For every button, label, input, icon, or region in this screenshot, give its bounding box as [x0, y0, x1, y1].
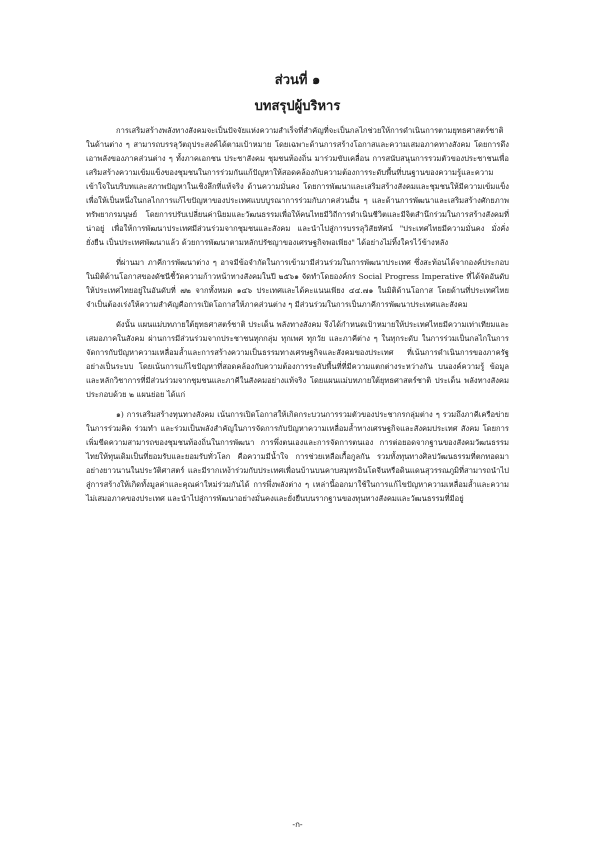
page-number: -ก- [292, 820, 303, 829]
section-title: บทสรุปผู้บริหาร [254, 99, 341, 114]
section-header [0, 72, 595, 116]
body-paragraph: ที่ผ่านมา ภาคีการพัฒนาต่าง ๆ อาจมีข้อจำกัดในการเข้ามามีส่วนร่วมในการพัฒนาประเทศ ซึ่งสะท้อนได้จากองค์ประกอบในมิติด้านโอกาสของดัชนีชี้วัดความก้าวหน้าทางสังคมในปี ๒๕๖๑ จัดทำโดยองค์กร Social Progress Imperative ที่ได้จัดอันดับให้ประเทศไทยอยู่ในอันดับที่ ๗๒ จากทั้งหมด ๑๔๖ ประเทศและได้คะแนนเพียง ๔๔.๗๑ ในมิติด้านโอกาส โดยด้านที่ประเทศไทยจำเป็นต้องเร่งให้ความสำคัญคือการเปิดโอกาสให้ภาคส่วนต่าง ๆ มีส่วนร่วมในการเป็นภาคีการพัฒนาประเทศและสังคม [86, 258, 509, 309]
document-body [86, 124, 509, 512]
body-paragraph: การเสริมสร้างพลังทางสังคมจะเป็นปัจจัยแห่งความสำเร็จที่สำคัญที่จะเป็นกลไกช่วยให้การดำเนินการตามยุทธศาสตร์ชาติในด้านต่าง ๆ สามารถบรรลุวัตถุประสงค์ได้ตามเป้าหมาย โดยเฉพาะด้านการสร้างโอกาสและความเสมอภาคทางสังคม โดยการดึงเอาพลังของภาคส่วนต่าง ๆ ทั้งภาคเอกชน ประชาสังคม ชุมชนท้องถิ่น มาร่วมขับเคลื่อน การสนับสนุนการรวมตัวของประชาชนเพื่อเสริมสร้างความเข้มแข็งของชุมชนในการร่วมกันแก้ปัญหาให้สอดคล้องกับความต้องการระดับพื้นที่บนฐานของความรู้และความเข้าใจในบริบทและสภาพปัญหาในเชิงลึกที่แท้จริง ด้านความมั่นคง โดยการพัฒนาและเสริมสร้างสังคมและชุมชนให้มีความเข้มแข็ง เพื่อให้เป็นหนึ่งในกลไกการแก้ไขปัญหาของประเทศแบบบูรณาการร่วมกับภาคส่วนอื่น ๆ และด้านการพัฒนาและเสริมสร้างศักยภาพทรัพยากรมนุษย์ โดยการปรับเปลี่ยนค่านิยมและวัฒนธรรมเพื่อให้คนไทยมีวิถีการดำเนินชีวิตและมีจิตสำนึกร่วมในการสร้างสังคมที่น่าอยู่ เพื่อให้การพัฒนาประเทศมีส่วนร่วมจากชุมชนและสังคม และนำไปสู่การบรรลุวิสัยทัศน์ "ประเทศไทยมีความมั่นคง มั่งคั่ง ยั่งยืน เป็นประเทศพัฒนาแล้ว ด้วยการพัฒนาตามหลักปรัชญาของเศรษฐกิจพอเพียง" ได้อย่างไม่ทิ้งใครไว้ข้างหลัง [86, 126, 509, 247]
section-number: ส่วนที่ ๑ [274, 73, 321, 88]
body-paragraph: ดังนั้น แผนแม่บทภายใต้ยุทธศาสตร์ชาติ ประเด็น พลังทางสังคม จึงได้กำหนดเป้าหมายให้ประเทศไทยมีความเท่าเทียมและเสมอภาคในสังคม ผ่านการมีส่วนร่วมจากประชาชนทุกกลุ่ม ทุกเพศ ทุกวัย และภาคีต่าง ๆ ในทุกระดับ ในการร่วมเป็นกลไกในการจัดการกับปัญหาความเหลื่อมล้ำและการสร้างความเป็นธรรมทางเศรษฐกิจและสังคมของประเทศ ที่เน้นการดำเนินการของภาครัฐอย่างเป็นระบบ โดยเน้นการแก้ไขปัญหาที่สอดคล้องกับความต้องการระดับพื้นที่ที่มีความแตกต่างระหว่างกัน บนองค์ความรู้ ข้อมูล และหลักวิชาการที่มีส่วนร่วมจากชุมชนและภาคีในสังคมอย่างแท้จริง โดยแผนแม่บทภายใต้ยุทธศาสตร์ชาติ ประเด็น พลังทางสังคม ประกอบด้วย ๒ แผนย่อย ได้แก่ [86, 320, 509, 399]
list-item: ๑) การเสริมสร้างทุนทางสังคม เน้นการเปิดโอกาสให้เกิดกระบวนการรวมตัวของประชากรกลุ่มต่าง ๆ รวมถึงภาคีเครือข่าย ในการร่วมคิด ร่วมทำ และร่วมเป็นพลังสำคัญในการจัดการกับปัญหาความเหลื่อมล้ำทางเศรษฐกิจและสังคมประเทศ สังคม โดยการเพิ่มขีดความสามารถของชุมชนท้องถิ่นในการพัฒนา การพึ่งตนเองและการจัดการตนเอง การต่อยอดจากฐานของสังคมวัฒนธรรมไทยให้ทุนเดิมเป็นที่ยอมรับและยอมรับทั่วโลก คือความมีน้ำใจ การช่วยเหลือเกื้อกูลกัน รวมทั้งทุนทางศิลปวัฒนธรรมที่ตกทอดมาอย่างยาวนานในประวัติศาสตร์ และมีรากเหง้าร่วมกับประเทศเพื่อนบ้านบนคาบสมุทรอินโดจีนหรือดินแดนสุวรรณภูมิที่สามารถนำไปสู่การสร้างให้เกิดทั้งมูลค่าและคุณค่าใหม่ร่วมกันได้ การพึ่งพลังต่าง ๆ เหล่านี้ออกมาใช้ในการแก้ไขปัญหาความเหลื่อมล้ำและความไม่เสมอภาคของประเทศ และนำไปสู่การพัฒนาอย่างมั่นคงและยั่งยืนบนรากฐานของทุนทางสังคมและวัฒนธรรมที่มีอยู่ [86, 410, 509, 503]
